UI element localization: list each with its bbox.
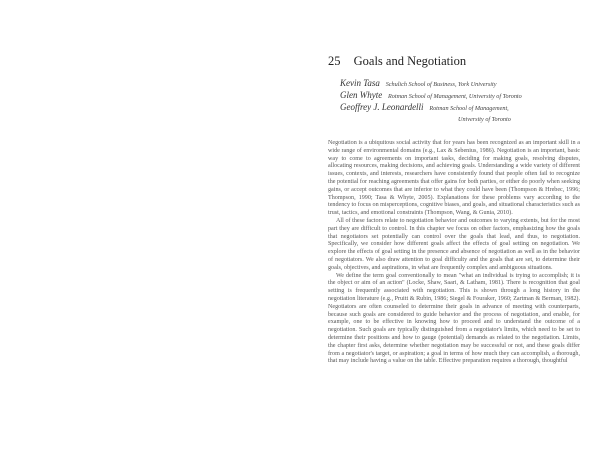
body-paragraph: Negotiation is a ubiquitous social activity that for years has been recognized as an important skill in a wide range of environmental domains (e.g., Lax & Sebenius, 1986). Negotiation is an important, basic way to come to agreements on important tasks, deciding for making goals, resolving disputes, allocating resources, making decisions, and achieving goals. Understanding a wide variety of different issues, contexts, and interests, researchers have consistently found that people often fail to recognize the potential for reaching agreements that offer gains for both parties, or either do poorly when seeking gains, or accept outcomes that are inferior to what they could have been (Thompson & Hrebec, 1996; Thompson, 1990; Tasa & Whyte, 2005). Explanations for these problems vary according to the tendency to focus on misperceptions, cognitive biases, and goals, and situational characteristics such as trust, tactics, and emotional constraints (Thompson, Wang, & Gunia, 2010). bbox=[328, 140, 580, 217]
author-block bbox=[340, 78, 580, 125]
author-affiliation-continued: University of Toronto bbox=[458, 116, 511, 123]
author-affiliation: Schulich School of Business, York University bbox=[385, 81, 497, 88]
author-entry bbox=[340, 90, 580, 102]
chapter-body bbox=[328, 140, 580, 366]
author-name: Glen Whyte bbox=[340, 90, 383, 100]
author-entry bbox=[340, 78, 580, 90]
body-paragraph: All of these factors relate to negotiation behavior and outcomes to varying extents, but for the most part they are difficult to control. In this chapter we focus on other factors, emphasizing how the goals that negotiators set potentially can control over the goals that lead, and thus, to negotiation. Specifically, we consider how different goals affect the effects of goal setting on negotiation. We explore the effects of goal setting in the presence and absence of negotiation as well as in the behavior of negotiators. We also draw attention to goal difficulty and the goals that are set, to determine their goals, objectives, and aspirations, in what are frequently complex and ambiguous situations. bbox=[328, 217, 580, 271]
chapter-title: Goals and Negotiation bbox=[353, 54, 467, 68]
author-affiliation: Rotman School of Management, University of Toronto bbox=[387, 93, 522, 100]
author-name: Kevin Tasa bbox=[340, 78, 380, 88]
author-entry bbox=[340, 102, 580, 114]
chapter-number: 25 bbox=[328, 54, 341, 68]
chapter-heading bbox=[328, 54, 466, 69]
author-name: Geoffrey J. Leonardelli bbox=[340, 102, 424, 112]
author-affiliation: Rotman School of Management, bbox=[429, 105, 509, 112]
body-paragraph: We define the term goal conventionally to mean "what an individual is trying to accomplish; it is the object or aim of an action" (Locke, Shaw, Saari, & Latham, 1981). There is recognition that goal setting is frequently associated with negotiation. This is shown through a long history in the negotiation literature (e.g., Pruitt & Rubin, 1986; Siegel & Fouraker, 1960; Zartman & Berman, 1982). Negotiators are often counseled to determine their goals in advance of meeting with counterparts, because such goals are considered to guide behavior and the process of negotiation, and enable, for example, one to be effective in knowing how to proceed and to understand the outcome of a negotiation. Such goals are typically distinguished from a negotiator's limits, which need to be set to determine their positions and how to gauge (potential) demands as related to the negotiation. Limits, the chapter first asks, determine whether negotiation may be successful or not, and these goals differ from a negotiator's target, or aspiration; a goal in terms of how much they can accomplish, a thorough, that may include having a value on the table. Effective preparation requires a thorough, thoughtful bbox=[328, 272, 580, 365]
